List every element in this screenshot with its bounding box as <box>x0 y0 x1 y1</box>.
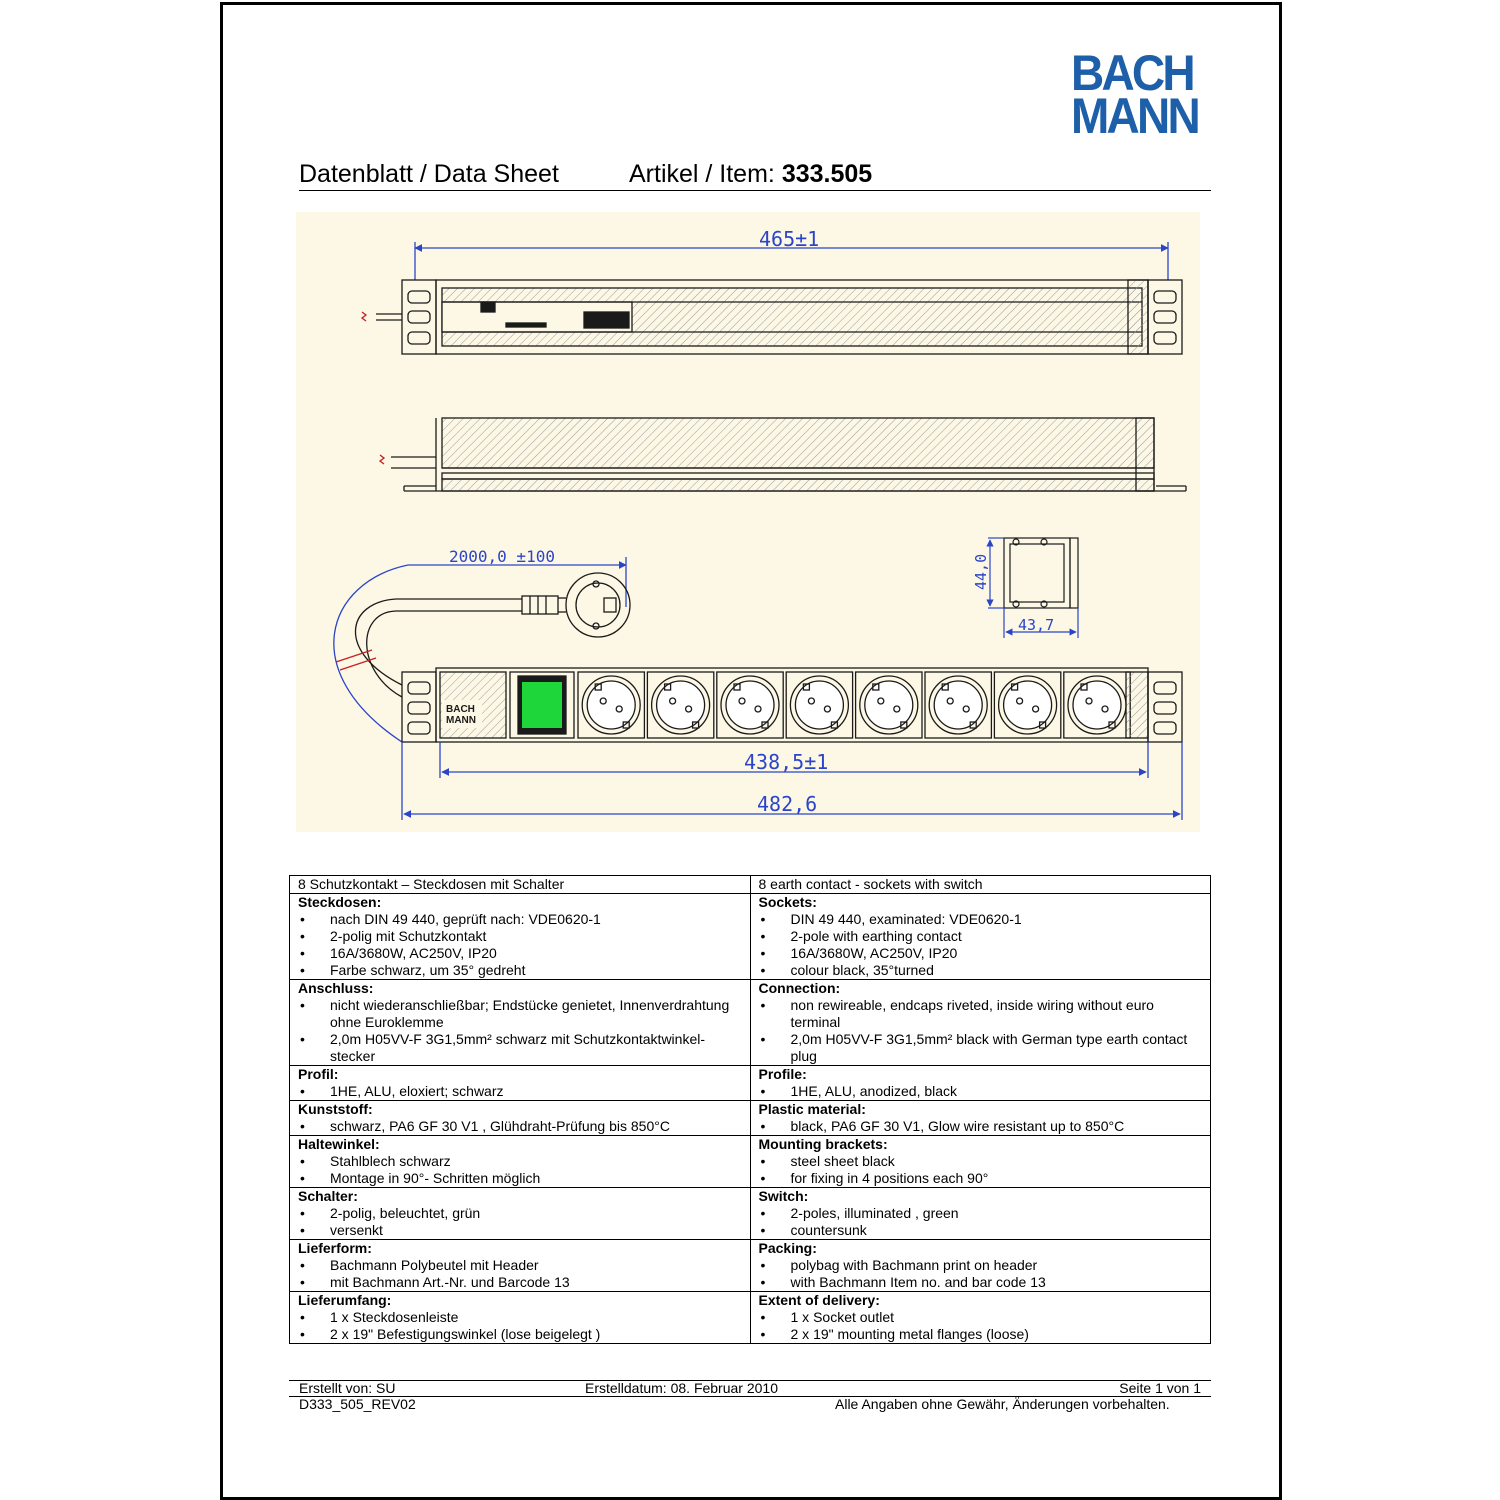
spec-bullet: • colour black, 35°turned <box>759 962 1203 979</box>
spec-heading: Lieferumfang: <box>298 1292 392 1308</box>
spec-bullet: • 2 x 19" mounting metal flanges (loose) <box>759 1326 1203 1343</box>
spec-bullet: • 2-polig mit Schutzkontakt <box>298 928 742 945</box>
dim-top-length: 465±1 <box>759 227 820 251</box>
spec-heading: Lieferform: <box>298 1240 372 1256</box>
spec-heading: Profile: <box>758 1066 807 1082</box>
spec-bullet-list <box>759 997 1203 1065</box>
spec-cell-en <box>750 1188 1211 1240</box>
spec-bullet: • 2-poles, illuminated , green <box>759 1205 1203 1222</box>
spec-cell-en <box>750 1101 1211 1136</box>
spec-section-row <box>290 894 1211 980</box>
spec-heading: Mounting brackets: <box>758 1136 888 1152</box>
dim-inner-length: 438,5±1 <box>744 750 829 774</box>
spec-bullet: • nicht wiederanschließbar; Endstücke genietet, Innenverdrahtung ohne Euroklemme <box>298 997 742 1031</box>
dim-depth: 43,7 <box>1018 616 1055 634</box>
socket-outlet <box>578 672 644 738</box>
spec-bullet: • Stahlblech schwarz <box>298 1153 742 1170</box>
spec-cell-en <box>750 1240 1211 1292</box>
spec-cell-de <box>290 980 751 1066</box>
spec-table <box>289 875 1211 1344</box>
spec-bullet: • schwarz, PA6 GF 30 V1 , Glühdraht-Prüfung bis 850°C <box>298 1118 742 1135</box>
spec-section-row <box>290 1240 1211 1292</box>
item-number-line: Artikel / Item: 333.505 <box>629 160 873 188</box>
spec-heading: Extent of delivery: <box>758 1292 880 1308</box>
spec-cell-en <box>750 1136 1211 1188</box>
spec-heading: Kunststoff: <box>298 1101 373 1117</box>
spec-bullet: • 16A/3680W, AC250V, IP20 <box>298 945 742 962</box>
bachmann-logo: BACH MANN <box>1071 45 1198 144</box>
spec-bullet: • for fixing in 4 positions each 90° <box>759 1170 1203 1187</box>
footer-created-date: Erstelldatum: 08. Februar 2010 <box>585 1380 778 1396</box>
spec-bullet: • 1 x Socket outlet <box>759 1309 1203 1326</box>
footer-doc-id: D333_505_REV02 <box>299 1396 416 1412</box>
spec-bullet: • 2 x 19" Befestigungswinkel (lose beigelegt ) <box>298 1326 742 1343</box>
spec-cell-de <box>290 1292 751 1344</box>
spec-bullet-list <box>298 1083 742 1100</box>
spec-section-row <box>290 1136 1211 1188</box>
footer-created-by: Erstellt von: SU <box>299 1380 396 1396</box>
spec-bullet: • 2,0m H05VV-F 3G1,5mm² schwarz mit Schutzkontaktwinkel-stecker <box>298 1031 742 1065</box>
spec-bullet-list <box>298 1309 742 1343</box>
spec-title-en: 8 earth contact - sockets with switch <box>750 876 1211 894</box>
spec-heading: Steckdosen: <box>298 894 382 910</box>
spec-title-de: 8 Schutzkontakt – Steckdosen mit Schalter <box>290 876 751 894</box>
footer-bar <box>289 1380 1211 1397</box>
document-title: Datenblatt / Data Sheet <box>299 160 559 188</box>
spec-bullet: • steel sheet black <box>759 1153 1203 1170</box>
top-view <box>362 242 1182 354</box>
spec-section-row <box>290 980 1211 1066</box>
switch-green <box>522 682 562 728</box>
spec-bullet-list <box>759 1309 1203 1343</box>
spec-bullet-list <box>759 1083 1203 1100</box>
spec-heading: Anschluss: <box>298 980 374 996</box>
spec-cell-de <box>290 1188 751 1240</box>
front-logo-line2: MANN <box>446 715 476 726</box>
socket-outlet <box>856 672 922 738</box>
dim-total-length: 482,6 <box>757 792 818 816</box>
spec-heading: Haltewinkel: <box>298 1136 380 1152</box>
spec-bullet: • versenkt <box>298 1222 742 1239</box>
spec-bullet: • 1 x Steckdosenleiste <box>298 1309 742 1326</box>
spec-bullet: • 2-pole with earthing contact <box>759 928 1203 945</box>
spec-bullet-list <box>298 1118 742 1135</box>
spec-bullet: • 1HE, ALU, anodized, black <box>759 1083 1203 1100</box>
socket-outlet <box>717 672 783 738</box>
item-number: 333.505 <box>781 160 873 188</box>
spec-cell-en <box>750 894 1211 980</box>
side-view <box>380 418 1186 491</box>
socket-outlet <box>925 672 991 738</box>
footer-disclaimer: Alle Angaben ohne Gewähr, Änderungen vorbehalten. <box>835 1396 1170 1412</box>
spec-bullet-list <box>759 911 1203 979</box>
spec-bullet-list <box>759 1205 1203 1239</box>
footer-page: Seite 1 von 1 <box>1119 1380 1201 1396</box>
spec-heading: Packing: <box>758 1240 817 1256</box>
spec-cell-de <box>290 1240 751 1292</box>
spec-cell-en <box>750 1292 1211 1344</box>
spec-bullet: • countersunk <box>759 1222 1203 1239</box>
spec-cell-de <box>290 1101 751 1136</box>
spec-title-row <box>290 876 1211 894</box>
spec-bullet: • non rewireable, endcaps riveted, inside wiring without euro terminal <box>759 997 1203 1031</box>
spec-section-row <box>290 1292 1211 1344</box>
spec-bullet: • Farbe schwarz, um 35° gedreht <box>298 962 742 979</box>
dim-cable-length: 2000,0 ±100 <box>449 547 555 566</box>
spec-cell-de <box>290 1136 751 1188</box>
spec-bullet: • mit Bachmann Art.-Nr. und Barcode 13 <box>298 1274 742 1291</box>
spec-bullet-list <box>298 1257 742 1291</box>
spec-bullet-list <box>759 1257 1203 1291</box>
spec-heading: Connection: <box>758 980 841 996</box>
spec-section-row <box>290 1066 1211 1101</box>
spec-cell-de <box>290 1066 751 1101</box>
spec-cell-en <box>750 980 1211 1066</box>
spec-bullet: • 2,0m H05VV-F 3G1,5mm² black with German type earth contact plug <box>759 1031 1203 1065</box>
spec-bullet: • black, PA6 GF 30 V1, Glow wire resistant up to 850°C <box>759 1118 1203 1135</box>
spec-heading: Plastic material: <box>758 1101 866 1117</box>
spec-section-row <box>290 1188 1211 1240</box>
dim-height: 44,0 <box>972 553 990 590</box>
spec-section-row <box>290 1101 1211 1136</box>
spec-bullet: • nach DIN 49 440, geprüft nach: VDE0620-1 <box>298 911 742 928</box>
socket-outlet <box>647 672 713 738</box>
socket-outlet <box>786 672 852 738</box>
page-header <box>299 160 1211 191</box>
spec-bullet-list <box>759 1153 1203 1187</box>
socket-outlet <box>994 672 1060 738</box>
front-logo-line1: BACH <box>446 704 475 715</box>
spec-heading: Switch: <box>758 1188 809 1204</box>
spec-bullet: • polybag with Bachmann print on header <box>759 1257 1203 1274</box>
spec-bullet: • Montage in 90°- Schritten möglich <box>298 1170 742 1187</box>
technical-drawing <box>296 212 1200 832</box>
spec-cell-en <box>750 1066 1211 1101</box>
spec-bullet-list <box>298 911 742 979</box>
spec-bullet-list <box>298 1153 742 1187</box>
spec-bullet-list <box>759 1118 1203 1135</box>
spec-bullet: • DIN 49 440, examinated: VDE0620-1 <box>759 911 1203 928</box>
spec-heading: Profil: <box>298 1066 339 1082</box>
spec-bullet: • with Bachmann Item no. and bar code 13 <box>759 1274 1203 1291</box>
spec-bullet-list <box>298 997 742 1065</box>
spec-bullet: • 2-polig, beleuchtet, grün <box>298 1205 742 1222</box>
drawing-svg <box>296 212 1200 832</box>
spec-heading: Sockets: <box>758 894 817 910</box>
spec-bullet: • 1HE, ALU, eloxiert; schwarz <box>298 1083 742 1100</box>
spec-bullet-list <box>298 1205 742 1239</box>
spec-bullet: • 16A/3680W, AC250V, IP20 <box>759 945 1203 962</box>
spec-bullet: • Bachmann Polybeutel mit Header <box>298 1257 742 1274</box>
spec-cell-de <box>290 894 751 980</box>
socket-outlet <box>1064 672 1130 738</box>
spec-heading: Schalter: <box>298 1188 358 1204</box>
